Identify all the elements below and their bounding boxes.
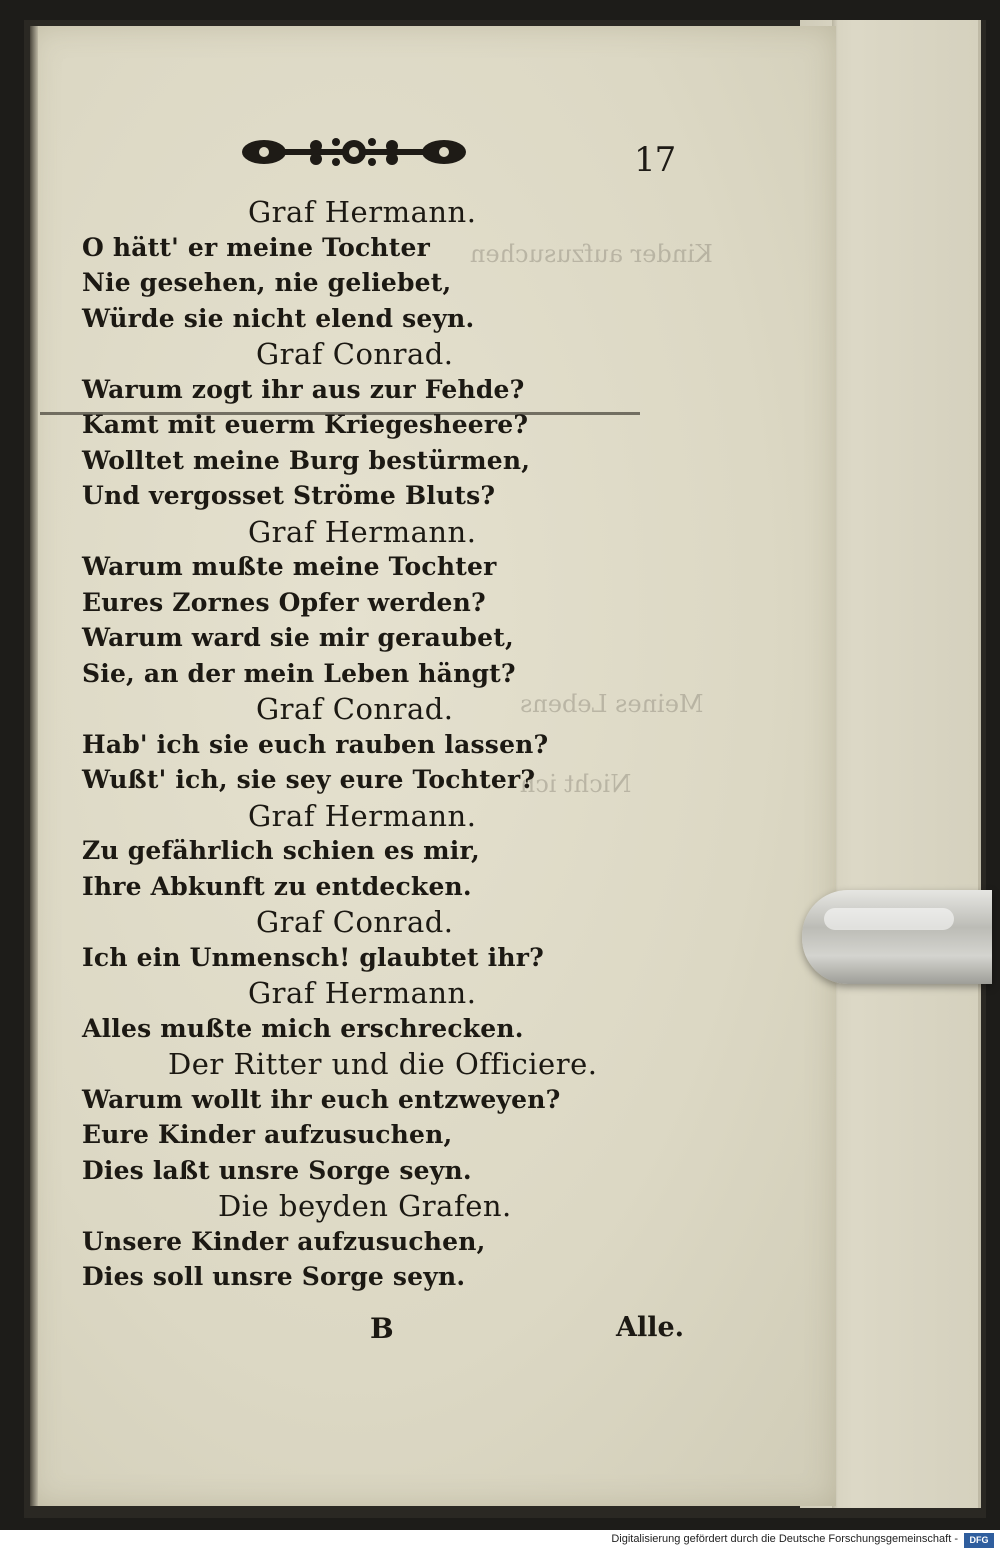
verse-line: Warum zogt ihr aus zur Fehde? bbox=[82, 375, 525, 404]
signature-mark: B bbox=[370, 1312, 394, 1345]
speaker-heading: Graf Hermann. bbox=[248, 799, 477, 833]
speaker-heading: Graf Hermann. bbox=[248, 976, 477, 1010]
verse-line: Sie, an der mein Leben hängt? bbox=[82, 659, 516, 688]
show-through-text: Nicht ich bbox=[520, 770, 632, 798]
verse-line: Nie gesehen, nie geliebet, bbox=[82, 268, 452, 297]
speaker-heading: Der Ritter und die Officiere. bbox=[168, 1047, 598, 1081]
verse-line: Zu gefährlich schien es mir, bbox=[82, 836, 480, 865]
speaker-heading: Graf Conrad. bbox=[256, 692, 454, 726]
speaker-heading: Graf Hermann. bbox=[248, 515, 477, 549]
verse-line: Eure Kinder aufzusuchen, bbox=[82, 1120, 453, 1149]
speaker-heading: Graf Hermann. bbox=[248, 195, 477, 229]
page-number: 17 bbox=[634, 140, 676, 180]
binding-gutter bbox=[30, 26, 38, 1506]
verse-line: Kamt mit euerm Kriegesheere? bbox=[82, 410, 529, 439]
verse-line: Warum ward sie mir geraubet, bbox=[82, 623, 514, 652]
show-through-text: Meines Lebens bbox=[520, 690, 704, 718]
verse-line: Hab' ich sie euch rauben lassen? bbox=[82, 730, 549, 759]
ornament-icon bbox=[236, 132, 472, 172]
catchword: Alle. bbox=[616, 1312, 685, 1343]
verse-line: Unsere Kinder aufzusuchen, bbox=[82, 1227, 486, 1256]
speaker-heading: Graf Conrad. bbox=[256, 337, 454, 371]
footer-credit: Digitalisierung gefördert durch die Deutsche Forschungsgemeinschaft - bbox=[611, 1533, 958, 1545]
verse-line: Ich ein Unmensch! glaubtet ihr? bbox=[82, 943, 544, 972]
digitization-footer bbox=[0, 1530, 1000, 1553]
speaker-heading: Die beyden Grafen. bbox=[218, 1189, 512, 1223]
verse-line: O hätt' er meine Tochter bbox=[82, 233, 430, 262]
verse-line: Warum mußte meine Tochter bbox=[82, 552, 497, 581]
verse-line: Wolltet meine Burg bestürmen, bbox=[82, 446, 531, 475]
verse-line: Ihre Abkunft zu entdecken. bbox=[82, 872, 472, 901]
verse-line: Wußt' ich, sie sey eure Tochter? bbox=[82, 765, 536, 794]
verse-line: Dies laßt unsre Sorge seyn. bbox=[82, 1156, 472, 1185]
glass-page-weight bbox=[802, 890, 992, 984]
verse-line: Dies soll unsre Sorge seyn. bbox=[82, 1262, 466, 1291]
speaker-heading: Graf Conrad. bbox=[256, 905, 454, 939]
verse-line: Eures Zornes Opfer werden? bbox=[82, 588, 486, 617]
verse-line: Würde sie nicht elend seyn. bbox=[82, 304, 475, 333]
verse-line: Alles mußte mich erschrecken. bbox=[82, 1014, 524, 1043]
verse-line: Und vergosset Ströme Bluts? bbox=[82, 481, 496, 510]
verse-line: Warum wollt ihr euch entzweyen? bbox=[82, 1085, 561, 1114]
dfg-logo: DFG bbox=[964, 1533, 994, 1548]
show-through-text: Kinder aufzusuchen bbox=[470, 240, 713, 268]
